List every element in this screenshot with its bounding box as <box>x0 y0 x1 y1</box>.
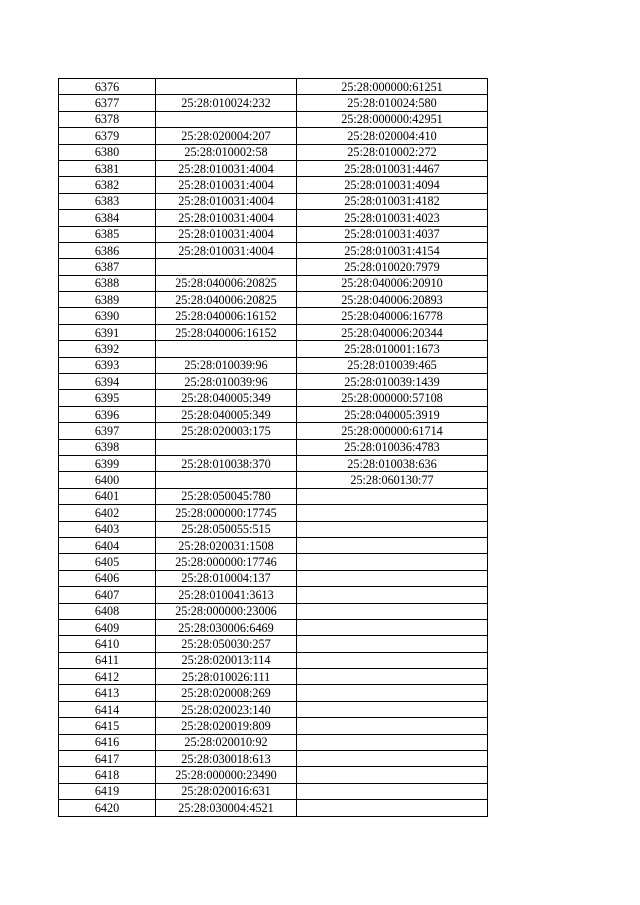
table-row <box>59 128 488 144</box>
row-number-cell: 6387 <box>59 259 156 275</box>
source-cadastral-number-cell: 25:28:010031:4004 <box>156 242 297 258</box>
table-row <box>59 390 488 406</box>
row-number-cell: 6394 <box>59 374 156 390</box>
table-row <box>59 455 488 471</box>
row-number-cell: 6392 <box>59 341 156 357</box>
result-cadastral-number-cell: 25:28:040005:3919 <box>297 406 488 422</box>
table-row <box>59 275 488 291</box>
table-row <box>59 177 488 193</box>
row-number-cell: 6420 <box>59 800 156 816</box>
table-row <box>59 767 488 783</box>
row-number-cell: 6381 <box>59 160 156 176</box>
source-cadastral-number-cell: 25:28:020004:207 <box>156 128 297 144</box>
result-cadastral-number-cell: 25:28:010020:7979 <box>297 259 488 275</box>
result-cadastral-number-cell <box>297 570 488 586</box>
result-cadastral-number-cell <box>297 701 488 717</box>
result-cadastral-number-cell <box>297 652 488 668</box>
row-number-cell: 6376 <box>59 79 156 95</box>
table-row <box>59 800 488 816</box>
source-cadastral-number-cell <box>156 79 297 95</box>
result-cadastral-number-cell: 25:28:010031:4094 <box>297 177 488 193</box>
table-row <box>59 488 488 504</box>
table-row <box>59 521 488 537</box>
table-row <box>59 554 488 570</box>
table-row <box>59 685 488 701</box>
table-row <box>59 472 488 488</box>
result-cadastral-number-cell <box>297 603 488 619</box>
row-number-cell: 6416 <box>59 734 156 750</box>
table-row <box>59 374 488 390</box>
source-cadastral-number-cell: 25:28:040006:20825 <box>156 292 297 308</box>
row-number-cell: 6406 <box>59 570 156 586</box>
table-row <box>59 669 488 685</box>
result-cadastral-number-cell <box>297 767 488 783</box>
source-cadastral-number-cell <box>156 259 297 275</box>
row-number-cell: 6404 <box>59 537 156 553</box>
result-cadastral-number-cell <box>297 521 488 537</box>
row-number-cell: 6399 <box>59 455 156 471</box>
result-cadastral-number-cell: 25:28:010031:4182 <box>297 193 488 209</box>
source-cadastral-number-cell: 25:28:010004:137 <box>156 570 297 586</box>
table-row <box>59 111 488 127</box>
source-cadastral-number-cell: 25:28:020003:175 <box>156 423 297 439</box>
source-cadastral-number-cell: 25:28:020019:809 <box>156 718 297 734</box>
result-cadastral-number-cell: 25:28:060130:77 <box>297 472 488 488</box>
source-cadastral-number-cell: 25:28:050055:515 <box>156 521 297 537</box>
source-cadastral-number-cell: 25:28:010039:96 <box>156 374 297 390</box>
row-number-cell: 6401 <box>59 488 156 504</box>
source-cadastral-number-cell <box>156 111 297 127</box>
row-number-cell: 6377 <box>59 95 156 111</box>
source-cadastral-number-cell: 25:28:000000:17745 <box>156 505 297 521</box>
row-number-cell: 6393 <box>59 357 156 373</box>
source-cadastral-number-cell: 25:28:040006:16152 <box>156 308 297 324</box>
source-cadastral-number-cell: 25:28:000000:17746 <box>156 554 297 570</box>
result-cadastral-number-cell <box>297 734 488 750</box>
source-cadastral-number-cell: 25:28:040005:349 <box>156 390 297 406</box>
row-number-cell: 6390 <box>59 308 156 324</box>
source-cadastral-number-cell: 25:28:030004:4521 <box>156 800 297 816</box>
source-cadastral-number-cell: 25:28:010031:4004 <box>156 210 297 226</box>
table-row <box>59 423 488 439</box>
source-cadastral-number-cell: 25:28:010031:4004 <box>156 160 297 176</box>
source-cadastral-number-cell: 25:28:020031:1508 <box>156 537 297 553</box>
source-cadastral-number-cell: 25:28:010031:4004 <box>156 226 297 242</box>
result-cadastral-number-cell: 25:28:010024:580 <box>297 95 488 111</box>
row-number-cell: 6412 <box>59 669 156 685</box>
row-number-cell: 6383 <box>59 193 156 209</box>
result-cadastral-number-cell: 25:28:010031:4037 <box>297 226 488 242</box>
row-number-cell: 6413 <box>59 685 156 701</box>
source-cadastral-number-cell: 25:28:030018:613 <box>156 751 297 767</box>
row-number-cell: 6407 <box>59 587 156 603</box>
row-number-cell: 6386 <box>59 242 156 258</box>
row-number-cell: 6417 <box>59 751 156 767</box>
result-cadastral-number-cell: 25:28:040006:20344 <box>297 324 488 340</box>
row-number-cell: 6391 <box>59 324 156 340</box>
result-cadastral-number-cell: 25:28:000000:61251 <box>297 79 488 95</box>
source-cadastral-number-cell: 25:28:050030:257 <box>156 636 297 652</box>
table-row <box>59 652 488 668</box>
source-cadastral-number-cell <box>156 439 297 455</box>
table-row <box>59 308 488 324</box>
source-cadastral-number-cell: 25:28:010038:370 <box>156 455 297 471</box>
source-cadastral-number-cell: 25:28:010039:96 <box>156 357 297 373</box>
row-number-cell: 6409 <box>59 619 156 635</box>
source-cadastral-number-cell: 25:28:020016:631 <box>156 783 297 799</box>
table-row <box>59 587 488 603</box>
source-cadastral-number-cell: 25:28:010031:4004 <box>156 177 297 193</box>
table-row <box>59 734 488 750</box>
table-row <box>59 751 488 767</box>
row-number-cell: 6382 <box>59 177 156 193</box>
source-cadastral-number-cell: 25:28:050045:780 <box>156 488 297 504</box>
table-row <box>59 210 488 226</box>
table-row <box>59 95 488 111</box>
source-cadastral-number-cell: 25:28:040006:20825 <box>156 275 297 291</box>
row-number-cell: 6403 <box>59 521 156 537</box>
row-number-cell: 6395 <box>59 390 156 406</box>
table-row <box>59 357 488 373</box>
source-cadastral-number-cell: 25:28:010026:111 <box>156 669 297 685</box>
table-row <box>59 603 488 619</box>
row-number-cell: 6408 <box>59 603 156 619</box>
result-cadastral-number-cell <box>297 554 488 570</box>
table-row <box>59 406 488 422</box>
table-row <box>59 718 488 734</box>
data-table <box>58 78 488 817</box>
row-number-cell: 6419 <box>59 783 156 799</box>
result-cadastral-number-cell <box>297 783 488 799</box>
table-row <box>59 537 488 553</box>
result-cadastral-number-cell: 25:28:010038:636 <box>297 455 488 471</box>
row-number-cell: 6414 <box>59 701 156 717</box>
result-cadastral-number-cell: 25:28:010031:4023 <box>297 210 488 226</box>
result-cadastral-number-cell <box>297 751 488 767</box>
result-cadastral-number-cell: 25:28:010031:4467 <box>297 160 488 176</box>
result-cadastral-number-cell: 25:28:020004:410 <box>297 128 488 144</box>
result-cadastral-number-cell <box>297 685 488 701</box>
result-cadastral-number-cell: 25:28:010036:4783 <box>297 439 488 455</box>
table-row <box>59 79 488 95</box>
row-number-cell: 6378 <box>59 111 156 127</box>
result-cadastral-number-cell: 25:28:040006:20910 <box>297 275 488 291</box>
result-cadastral-number-cell <box>297 619 488 635</box>
row-number-cell: 6396 <box>59 406 156 422</box>
table-row <box>59 324 488 340</box>
result-cadastral-number-cell <box>297 800 488 816</box>
table-row <box>59 570 488 586</box>
source-cadastral-number-cell <box>156 341 297 357</box>
table-row <box>59 226 488 242</box>
table-row <box>59 193 488 209</box>
row-number-cell: 6418 <box>59 767 156 783</box>
table-row <box>59 259 488 275</box>
source-cadastral-number-cell: 25:28:030006:6469 <box>156 619 297 635</box>
table-row <box>59 292 488 308</box>
row-number-cell: 6405 <box>59 554 156 570</box>
result-cadastral-number-cell: 25:28:010039:465 <box>297 357 488 373</box>
row-number-cell: 6398 <box>59 439 156 455</box>
result-cadastral-number-cell <box>297 669 488 685</box>
source-cadastral-number-cell: 25:28:040005:349 <box>156 406 297 422</box>
table-row <box>59 783 488 799</box>
table-row <box>59 341 488 357</box>
result-cadastral-number-cell: 25:28:010002:272 <box>297 144 488 160</box>
source-cadastral-number-cell: 25:28:010031:4004 <box>156 193 297 209</box>
source-cadastral-number-cell <box>156 472 297 488</box>
table-row <box>59 619 488 635</box>
source-cadastral-number-cell: 25:28:000000:23490 <box>156 767 297 783</box>
row-number-cell: 6380 <box>59 144 156 160</box>
table-row <box>59 505 488 521</box>
row-number-cell: 6384 <box>59 210 156 226</box>
source-cadastral-number-cell: 25:28:000000:23006 <box>156 603 297 619</box>
source-cadastral-number-cell: 25:28:010041:3613 <box>156 587 297 603</box>
result-cadastral-number-cell: 25:28:010039:1439 <box>297 374 488 390</box>
row-number-cell: 6411 <box>59 652 156 668</box>
row-number-cell: 6389 <box>59 292 156 308</box>
result-cadastral-number-cell <box>297 718 488 734</box>
result-cadastral-number-cell: 25:28:000000:61714 <box>297 423 488 439</box>
source-cadastral-number-cell: 25:28:010024:232 <box>156 95 297 111</box>
result-cadastral-number-cell <box>297 488 488 504</box>
table-row <box>59 160 488 176</box>
table-row <box>59 439 488 455</box>
result-cadastral-number-cell <box>297 587 488 603</box>
table-row <box>59 144 488 160</box>
result-cadastral-number-cell: 25:28:010001:1673 <box>297 341 488 357</box>
table-row <box>59 701 488 717</box>
source-cadastral-number-cell: 25:28:010002:58 <box>156 144 297 160</box>
result-cadastral-number-cell: 25:28:040006:20893 <box>297 292 488 308</box>
row-number-cell: 6379 <box>59 128 156 144</box>
row-number-cell: 6415 <box>59 718 156 734</box>
source-cadastral-number-cell: 25:28:020013:114 <box>156 652 297 668</box>
source-cadastral-number-cell: 25:28:020010:92 <box>156 734 297 750</box>
result-cadastral-number-cell: 25:28:040006:16778 <box>297 308 488 324</box>
table-row <box>59 636 488 652</box>
row-number-cell: 6410 <box>59 636 156 652</box>
row-number-cell: 6388 <box>59 275 156 291</box>
table-body <box>59 79 488 817</box>
source-cadastral-number-cell: 25:28:040006:16152 <box>156 324 297 340</box>
result-cadastral-number-cell: 25:28:010031:4154 <box>297 242 488 258</box>
row-number-cell: 6385 <box>59 226 156 242</box>
table-row <box>59 242 488 258</box>
result-cadastral-number-cell <box>297 537 488 553</box>
result-cadastral-number-cell: 25:28:000000:42951 <box>297 111 488 127</box>
result-cadastral-number-cell: 25:28:000000:57108 <box>297 390 488 406</box>
row-number-cell: 6400 <box>59 472 156 488</box>
row-number-cell: 6397 <box>59 423 156 439</box>
source-cadastral-number-cell: 25:28:020008:269 <box>156 685 297 701</box>
row-number-cell: 6402 <box>59 505 156 521</box>
source-cadastral-number-cell: 25:28:020023:140 <box>156 701 297 717</box>
result-cadastral-number-cell <box>297 505 488 521</box>
result-cadastral-number-cell <box>297 636 488 652</box>
